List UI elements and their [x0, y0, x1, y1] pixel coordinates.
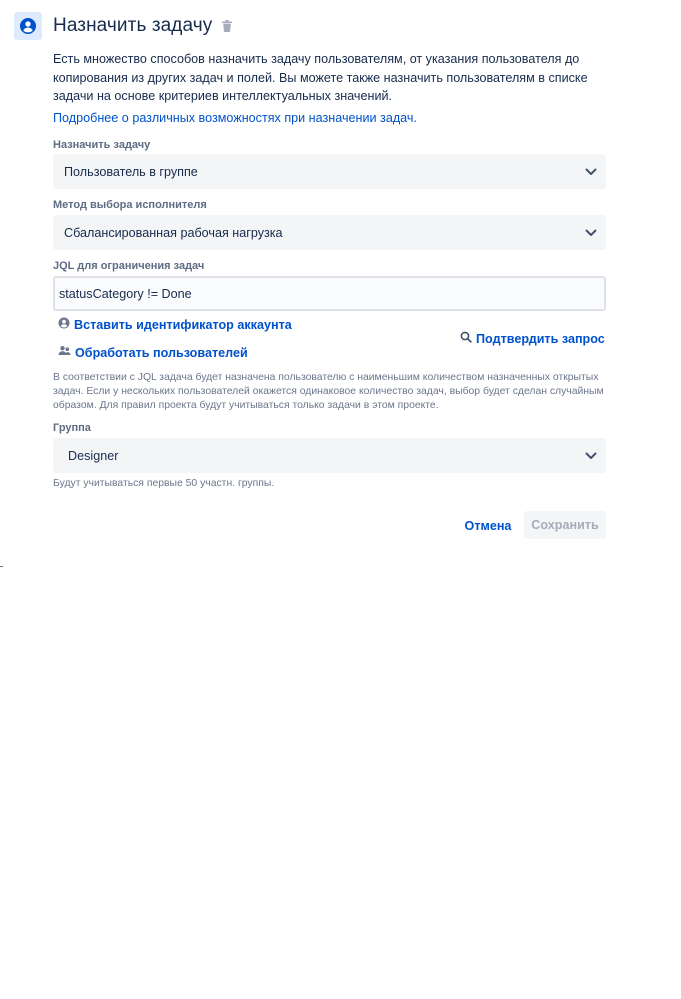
- method-field-label: Метод выбора исполнителя: [53, 199, 207, 211]
- insert-account-id-button[interactable]: [58, 317, 292, 332]
- process-users-button[interactable]: [58, 345, 248, 360]
- jql-field-label: JQL для ограничения задач: [53, 260, 205, 272]
- jql-help-text: В соответствии с JQL задача будет назначена пользователю с наименьшим количеством назначенных открытых задач. Если у нескольких пользователей окажется одинаковое количество задач, выбор будет сделан случайным образом. Для правил проекта будут учитываться только задачи в этом проекте.: [53, 372, 604, 411]
- validate-query-label: Подтвердить запрос: [476, 331, 605, 346]
- chevron-down-icon: [578, 168, 604, 176]
- jql-input-value: statusCategory != Done: [59, 286, 192, 301]
- chevron-down-icon: [578, 229, 604, 237]
- method-select[interactable]: [53, 215, 606, 250]
- validate-query-button[interactable]: [460, 331, 605, 346]
- assign-field-label: Назначить задачу: [53, 139, 151, 151]
- insert-account-id-label: Вставить идентификатор аккаунта: [74, 317, 292, 332]
- learn-more-link[interactable]: Подробнее о различных возможностях при назначении задач.: [53, 111, 417, 125]
- jql-input[interactable]: [53, 276, 606, 311]
- group-select[interactable]: [53, 438, 606, 473]
- user-circle-icon: [58, 317, 70, 332]
- description-text: Есть множество способов назначить задачу пользователям, от указания пользователя до копирования из других задач и полей. Вы можете также назначить пользователям в списке задачи на основе критериев интеллектуальных значений.: [53, 52, 588, 103]
- assign-select-value: Пользователь в группе: [64, 164, 198, 179]
- cancel-button[interactable]: Отмена: [464, 518, 512, 533]
- panel-header: [14, 12, 232, 40]
- group-help-text: Будут учитываться первые 50 участн. группы.: [53, 478, 275, 489]
- save-button[interactable]: Сохранить: [524, 511, 606, 539]
- group-field-label: Группа: [53, 422, 91, 434]
- assign-user-icon: [14, 12, 42, 40]
- method-select-value: Сбалансированная рабочая нагрузка: [64, 225, 283, 240]
- assign-select[interactable]: [53, 154, 606, 189]
- search-icon: [460, 331, 472, 346]
- group-select-value: Designer: [68, 448, 119, 463]
- chevron-down-icon: [578, 452, 604, 460]
- trash-icon[interactable]: [222, 20, 232, 32]
- process-users-label: Обработать пользователей: [75, 345, 248, 360]
- users-icon: [58, 345, 71, 360]
- divider: [0, 566, 3, 567]
- page-title: Назначить задачу: [53, 15, 213, 36]
